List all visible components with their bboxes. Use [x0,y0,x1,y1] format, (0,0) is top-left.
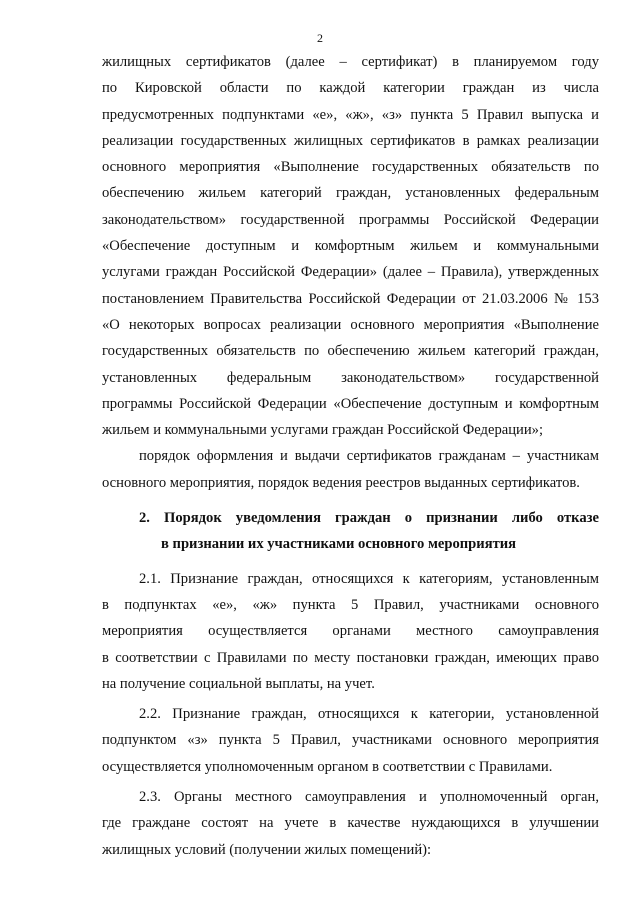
text-line: 2.3. Органы местного самоуправления и уполномоченный орган, [139,789,599,806]
text-line: государственных обязательств по обеспечению жильем категорий граждан, [102,343,599,360]
text-line: «Обеспечение доступным и комфортным жильем и коммунальными [102,238,599,255]
paragraph-2-3 [102,784,599,863]
text-line: постановлением Правительства Российской Федерации от 21.03.2006 № 153 [102,290,599,307]
heading-line: 2. Порядок уведомления граждан о признании либо отказе [139,510,599,527]
text-line: «О некоторых вопросах реализации основного мероприятия «Выполнение [102,316,599,333]
section-2-heading [102,505,599,558]
paragraph-2-2 [102,701,599,780]
text-line: мероприятия осуществляется органами местного самоуправления [102,623,599,640]
text-line: по Кировской области по каждой категории граждан из числа [102,80,599,97]
document-body [102,49,599,863]
text-line: 2.1. Признание граждан, относящихся к категориям, установленным [139,570,599,587]
text-line: предусмотренных подпунктами «е», «ж», «з» пункта 5 Правил выпуска и [102,106,599,123]
text-line: основного мероприятия «Выполнение государственных обязательств по [102,159,599,176]
text-line: на получение социальной выплаты, на учет. [102,675,375,692]
paragraph-2-1 [102,566,599,697]
text-line: порядок оформления и выдачи сертификатов гражданам – участникам [139,448,599,465]
heading-line: в признании их участниками основного мероприятия [161,536,517,553]
paragraph-1 [102,49,599,443]
page-number: 2 [317,31,323,45]
text-line: установленных федеральным законодательством» государственной [102,369,599,386]
text-line: подпунктом «з» пункта 5 Правил, участниками основного мероприятия [102,732,599,749]
text-line: жильем и коммунальными услугами граждан Российской Федерации»; [102,422,544,439]
text-line: основного мероприятия, порядок ведения реестров выданных сертификатов. [102,474,580,491]
text-line: жилищных условий (получении жилых помещений): [102,841,432,858]
text-line: в подпунктах «е», «ж» пункта 5 Правил, участниками основного [102,596,599,613]
text-line: жилищных сертификатов (далее – сертификат) в планируемом году [102,54,599,70]
text-line: программы Российской Федерации «Обеспечение доступным и комфортным [102,395,599,412]
paragraph-2 [102,443,599,496]
text-line: обеспечению жильем категорий граждан, установленных федеральным [102,185,599,202]
text-line: осуществляется уполномоченным органом в соответствии с Правилами. [102,758,553,775]
text-line: реализации государственных жилищных сертификатов в рамках реализации [102,132,599,149]
text-line: услугами граждан Российской Федерации» (далее – Правила), утвержденных [102,264,599,281]
text-line: законодательством» государственной программы Российской Федерации [102,211,599,228]
text-line: где граждане состоят на учете в качестве нуждающихся в улучшении [102,815,599,832]
text-line: в соответствии с Правилами по месту постановки граждан, имеющих право [102,649,599,666]
text-line: 2.2. Признание граждан, относящихся к категории, установленной [139,706,599,723]
